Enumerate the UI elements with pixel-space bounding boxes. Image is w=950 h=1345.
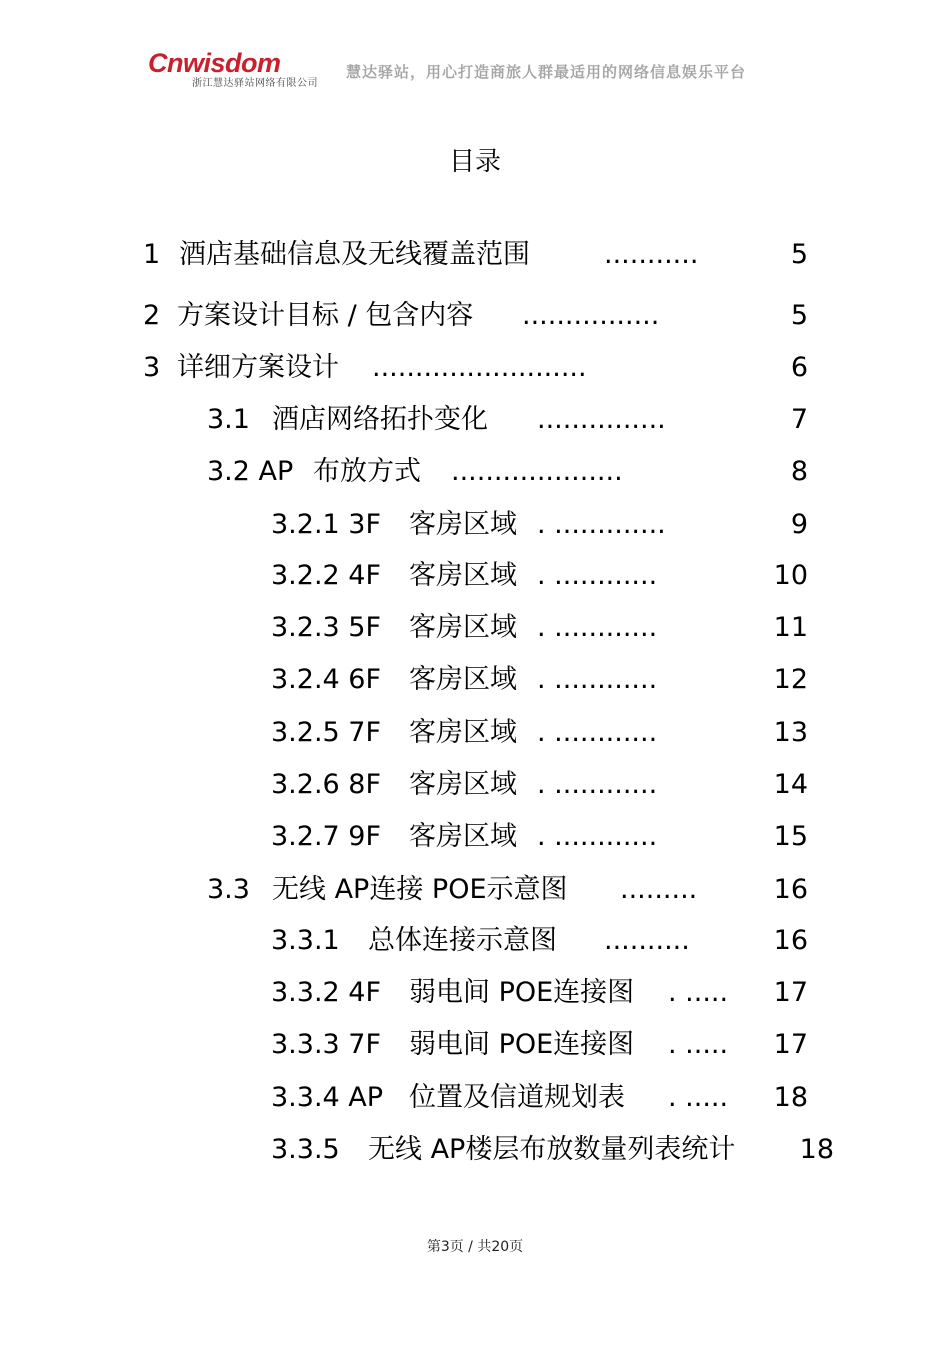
toc-page-number: 5 [790,300,808,331]
toc-number: 3.3.1 [271,925,340,956]
toc-leader: .......... [604,925,690,956]
page-title: 目录 [448,147,501,177]
toc-page-number: 10 [773,560,808,591]
toc-page-number: 15 [773,821,808,852]
toc-label: 客房区域 [409,821,517,852]
toc-number: 3.2.7 9F [271,821,381,852]
toc-label: 无线 AP连接 POE示意图 [272,874,568,905]
toc-leader: . ..... [668,977,729,1008]
toc-number: 1 [143,239,161,270]
toc-entry[interactable] [271,715,808,751]
toc-label: 布放方式 [313,456,421,487]
toc-label: 客房区域 [409,717,517,748]
toc-leader: .................... [451,456,623,487]
toc-leader: ......................... [372,352,587,383]
toc-page-number: 5 [790,239,808,270]
toc-entry[interactable] [271,767,808,803]
toc-leader: . ............ [537,821,658,852]
toc-page-number: 11 [773,612,808,643]
toc-number: 3.2.2 4F [271,560,381,591]
toc-number: 3.3.2 4F [271,977,381,1008]
toc-entry[interactable] [207,454,808,490]
toc-number: 3.3.3 7F [271,1029,381,1060]
toc-entry[interactable] [271,819,808,855]
toc-page-number: 8 [790,456,808,487]
toc-leader: ........... [604,239,699,270]
toc-leader: . ............ [537,612,658,643]
toc-leader: ......... [620,874,698,905]
toc-leader: ................ [522,300,660,331]
toc-page-number: 14 [773,769,808,800]
toc-page-number: 9 [790,509,808,540]
toc-leader: . ............ [537,560,658,591]
toc-entry[interactable] [143,237,808,273]
toc-page-number: 17 [773,1029,808,1060]
toc-number: 3.2.1 3F [271,509,381,540]
toc-page-number: 17 [773,977,808,1008]
toc-label: 客房区域 [409,612,517,643]
toc-entry[interactable] [271,923,808,959]
toc-entry[interactable] [207,872,808,908]
toc-leader: . ............. [537,509,666,540]
toc-entry[interactable] [271,558,808,594]
toc-label: 酒店网络拓扑变化 [272,404,488,435]
toc-number: 2 [143,300,161,331]
toc-label: 客房区域 [409,509,517,540]
toc-number: 3.2.6 8F [271,769,381,800]
toc-entry[interactable] [207,402,808,438]
toc-entry[interactable] [271,1027,808,1063]
toc-number: 3.3.5 [271,1134,340,1165]
page-footer: 第3页 / 共20页 [426,1239,524,1255]
toc-leader: ............... [537,404,666,435]
toc-label: 总体连接示意图 [368,925,557,956]
toc-label: 无线 AP楼层布放数量列表统计 [368,1134,736,1165]
toc-label: 弱电间 POE连接图 [409,977,635,1008]
toc-label: 位置及信道规划表 [409,1082,625,1113]
slogan: 慧达驿站，用心打造商旅人群最适用的网络信息娱乐平台 [346,63,747,81]
toc-number: 3.2.4 6F [271,664,381,695]
toc-entry[interactable] [271,975,808,1011]
toc-leader: . ............ [537,717,658,748]
toc-page-number: 16 [773,874,808,905]
toc-number: 3.3.4 AP [271,1082,384,1113]
page-header [0,0,950,110]
toc-number: 3.3 [207,874,250,905]
toc-entry[interactable] [271,1080,808,1116]
toc-number: 3.2.5 7F [271,717,381,748]
toc-number: 3.1 [207,404,250,435]
toc-entry[interactable] [143,350,808,386]
toc-label: 客房区域 [409,664,517,695]
company-name: 浙江慧达驿站网络有限公司 [192,78,318,89]
company-logo: Cnwisdom [148,48,281,78]
toc-leader: . ..... [668,1082,729,1113]
toc-label: 详细方案设计 [177,352,339,383]
toc-page-number: 18 [773,1082,808,1113]
toc-leader: . ............ [537,769,658,800]
toc-number: 3.2 AP [207,456,294,487]
toc-page-number: 16 [773,925,808,956]
toc-leader: . ..... [668,1029,729,1060]
toc-label: 方案设计目标 / 包含内容 [177,300,474,331]
toc-entry[interactable] [143,298,808,334]
toc-label: 弱电间 POE连接图 [409,1029,635,1060]
toc-page-number: 18 [799,1134,834,1165]
toc-entry[interactable] [271,1132,834,1168]
toc-entry[interactable] [271,507,808,543]
toc-leader: . ............ [537,664,658,695]
toc-number: 3.2.3 5F [271,612,381,643]
toc-label: 客房区域 [409,560,517,591]
toc-number: 3 [143,352,161,383]
toc-label: 客房区域 [409,769,517,800]
toc-page-number: 7 [790,404,808,435]
toc-page-number: 6 [790,352,808,383]
toc-label: 酒店基础信息及无线覆盖范围 [179,239,530,270]
toc-entry[interactable] [271,610,808,646]
toc-page-number: 12 [773,664,808,695]
toc-entry[interactable] [271,662,808,698]
toc-page-number: 13 [773,717,808,748]
